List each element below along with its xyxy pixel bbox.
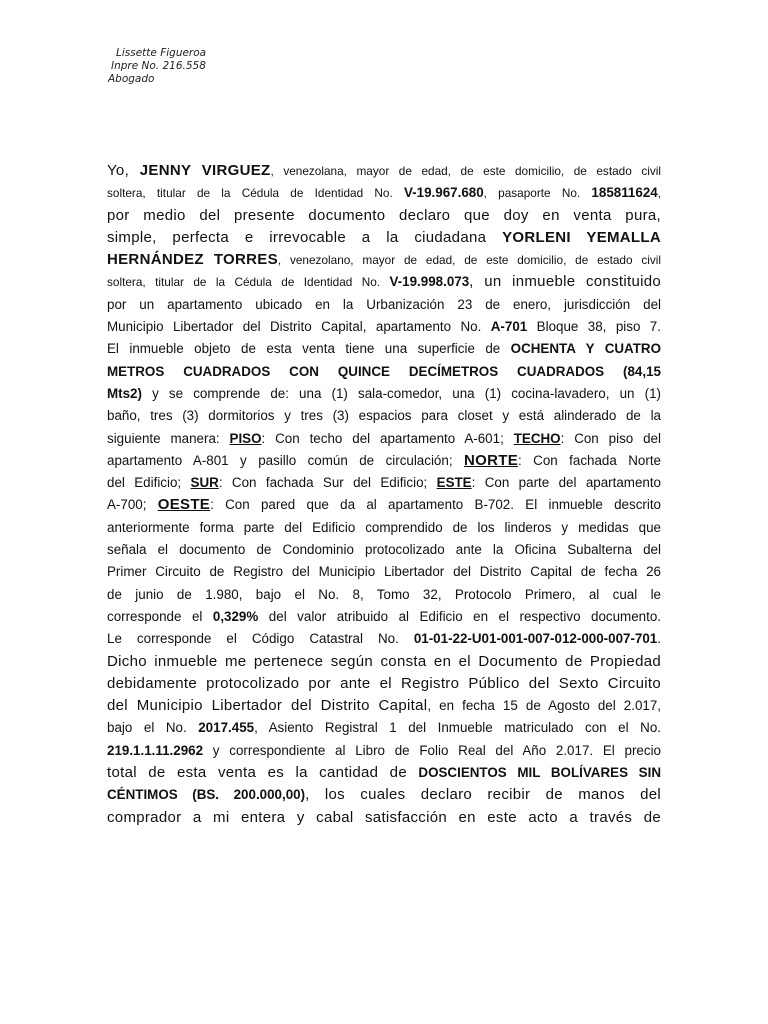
text-run: : Con techo del apartamento A-601;: [261, 430, 514, 446]
text-run: , los cuales declaro recibir de manos del: [305, 786, 661, 804]
body-line: [107, 807, 661, 829]
text-run: soltera, titular de la Cédula de Identidad No.: [107, 275, 390, 290]
text-run: apartamento A-801 y pasillo común de circulación;: [107, 452, 464, 468]
text-run: : Con piso del: [560, 430, 661, 446]
text-run: , pasaporte No.: [483, 186, 592, 201]
text-run: HERNÁNDEZ TORRES: [107, 251, 278, 269]
text-run: anteriormente forma parte del Edificio comprendido de los linderos y medidas que: [107, 519, 661, 535]
body-line: [107, 762, 661, 784]
text-run: por un apartamento ubicado en la Urbanización 23 de enero, jurisdicción del: [107, 296, 661, 312]
text-run: OESTE: [157, 496, 211, 514]
text-run: , Asiento Registral 1 del Inmueble matriculado con el No.: [254, 720, 661, 736]
body-line: [107, 428, 661, 450]
text-run: JENNY VIRGUEZ: [139, 162, 271, 179]
text-run: simple, perfecta e irrevocable a la ciudadana: [107, 228, 503, 246]
body-line: [107, 182, 661, 204]
text-run: : Con fachada Norte: [518, 452, 661, 468]
body-line: [107, 160, 661, 182]
lawyer-inpre: Inpre No. 216.558: [111, 60, 206, 72]
text-run: y se comprende de: una (1) sala-comedor, una (1) cocina-lavadero, un (1): [141, 385, 661, 401]
text-run: Bloque 38, piso 7.: [527, 319, 661, 335]
text-run: Mts2): [107, 385, 142, 401]
text-run: 0,329%: [212, 608, 259, 624]
text-run: .: [657, 631, 661, 647]
text-run: , en fecha 15 de Agosto del 2.017,: [427, 698, 661, 714]
body-line: [107, 450, 661, 472]
text-run: señala el documento de Condominio protocolizado ante la Oficina Subalterna del: [107, 542, 661, 558]
text-run: Yo,: [107, 162, 140, 179]
text-run: SUR: [190, 475, 219, 491]
body-line: [107, 539, 661, 561]
text-run: CÉNTIMOS (BS. 200.000,00): [107, 787, 306, 803]
text-run: DOSCIENTOS MIL BOLÍVARES SIN: [418, 765, 661, 781]
body-line: [107, 361, 661, 383]
body-line: [107, 695, 661, 717]
body-line: [107, 606, 661, 628]
body-line: [107, 383, 661, 405]
body-line: [107, 294, 661, 316]
body-line: [107, 405, 661, 427]
text-run: 2017.455: [198, 720, 255, 736]
body-line: [107, 740, 661, 762]
text-run: YORLENI YEMALLA: [502, 228, 661, 246]
text-run: OCHENTA Y CUATRO: [510, 341, 661, 357]
text-run: de junio de 1.980, bajo el No. 8, Tomo 32, Protocolo Primero, al cual le: [107, 586, 661, 602]
body-line: [107, 472, 661, 494]
body-line: [107, 784, 661, 806]
text-run: debidamente protocolizado por ante el Registro Público del Sexto Circuito: [107, 674, 661, 692]
text-run: METROS CUADRADOS CON QUINCE DECÍMETROS CUADRADOS (84,15: [107, 363, 661, 379]
body-line: [107, 316, 661, 338]
text-run: V-19.967.680: [403, 185, 484, 201]
body-line: [107, 561, 661, 583]
text-run: : Con fachada Sur del Edificio;: [218, 475, 437, 491]
text-run: bajo el No.: [107, 720, 199, 736]
text-run: ,: [657, 186, 661, 201]
text-run: Dicho inmueble me pertenece según consta en el Documento de Propiedad: [107, 652, 661, 670]
text-run: del Edificio;: [107, 475, 191, 491]
lawyer-name: Lissette Figueroa: [116, 47, 207, 59]
text-run: baño, tres (3) dormitorios y tres (3) espacios para closet y está alinderado de la: [107, 408, 661, 424]
text-run: ESTE: [436, 475, 472, 491]
text-run: Primer Circuito de Registro del Municipio Libertador del Distrito Capital de fecha 26: [107, 564, 661, 580]
text-run: : Con parte del apartamento: [471, 475, 661, 491]
text-run: V-19.998.073: [389, 274, 470, 290]
text-run: del valor atribuido al Edificio en el respectivo documento.: [258, 608, 661, 624]
body-line: [107, 338, 661, 360]
text-run: , un inmueble constituido: [469, 273, 661, 291]
document-body: [107, 160, 661, 829]
text-run: : Con pared que da al apartamento B-702. El inmueble descrito: [210, 497, 661, 513]
text-run: A-701: [490, 319, 528, 335]
body-line: [107, 673, 661, 695]
text-run: corresponde el: [107, 608, 213, 624]
body-line: [107, 584, 661, 606]
text-run: A-700;: [107, 497, 158, 513]
body-line: [107, 494, 661, 516]
lawyer-title: Abogado: [108, 73, 155, 85]
text-run: 01-01-22-U01-001-007-012-000-007-701: [413, 631, 658, 647]
body-line: [107, 628, 661, 650]
body-line: [107, 271, 661, 293]
text-run: Le corresponde el Código Catastral No.: [107, 631, 414, 647]
text-run: soltera, titular de la Cédula de Identidad No.: [107, 186, 404, 201]
text-run: PISO: [229, 430, 262, 446]
text-run: 219.1.1.11.2962: [107, 742, 204, 758]
text-run: NORTE: [464, 451, 518, 469]
letterhead: [108, 47, 206, 86]
text-run: , venezolano, mayor de edad, de este domicilio, de estado civil: [277, 253, 661, 268]
body-line: [107, 517, 661, 539]
text-run: siguiente manera:: [107, 430, 230, 446]
text-run: y correspondiente al Libro de Folio Real del Año 2.017. El precio: [203, 742, 661, 758]
text-run: por medio del presente documento declaro que doy en venta pura,: [107, 206, 661, 224]
body-line: [107, 651, 661, 673]
text-run: , venezolana, mayor de edad, de este domicilio, de estado civil: [270, 164, 661, 178]
text-run: 185811624: [591, 185, 658, 201]
text-run: El inmueble objeto de esta venta tiene una superficie de: [107, 341, 511, 357]
body-line: [107, 205, 661, 227]
text-run: del Municipio Libertador del Distrito Capital: [107, 697, 428, 715]
body-line: [107, 227, 661, 249]
text-run: total de esta venta es la cantidad de: [107, 764, 419, 782]
text-run: Municipio Libertador del Distrito Capital, apartamento No.: [107, 319, 491, 335]
text-run: comprador a mi entera y cabal satisfacción en este acto a través de: [107, 808, 661, 826]
text-run: TECHO: [513, 430, 561, 446]
body-line: [107, 717, 661, 739]
body-line: [107, 249, 661, 271]
